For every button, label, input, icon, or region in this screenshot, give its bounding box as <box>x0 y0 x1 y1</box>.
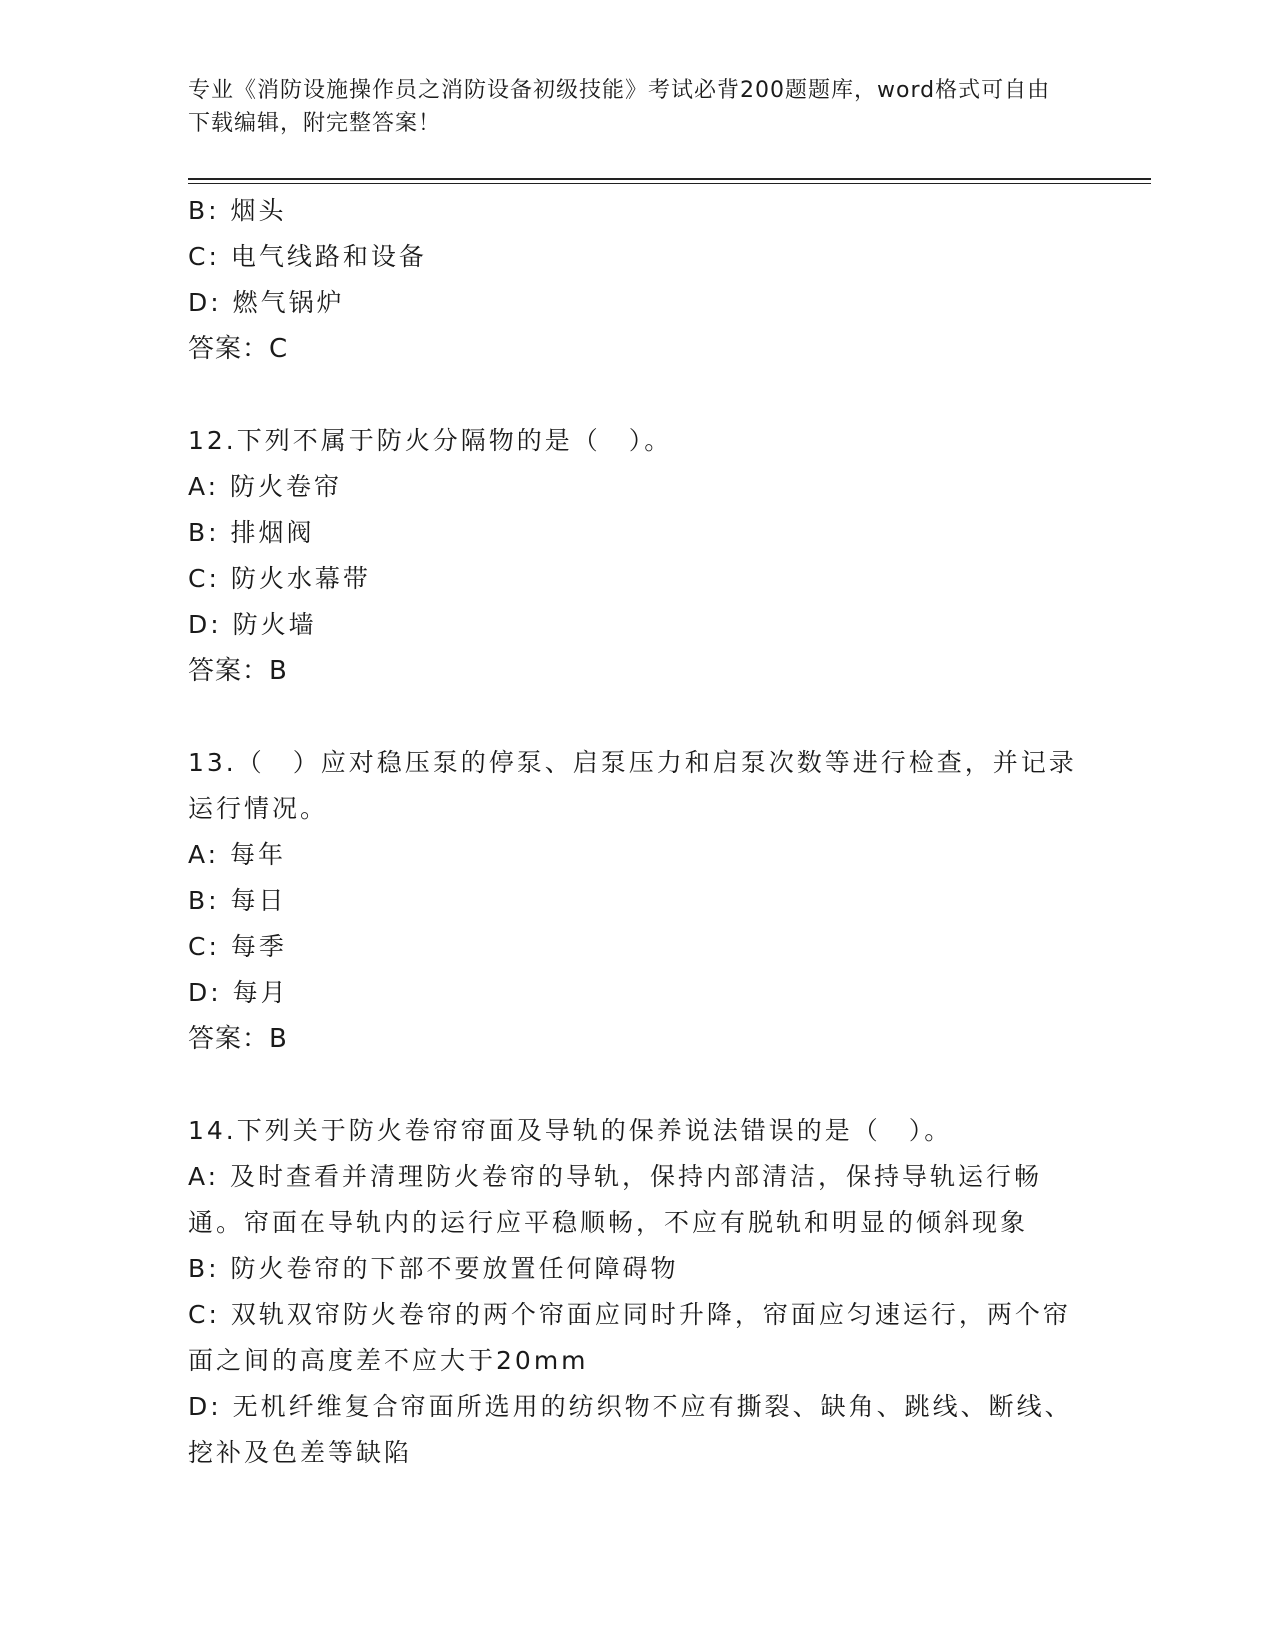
question-block-13 <box>188 740 1078 1062</box>
option-b: B: 排烟阀 <box>188 518 315 547</box>
answer-line: 答案：B <box>188 1024 288 1054</box>
option-c: C: 防火水幕带 <box>188 564 371 593</box>
option-a: A: 防火卷帘 <box>188 472 343 501</box>
option-d: D: 每月 <box>188 978 289 1007</box>
option-c: C: 电气线路和设备 <box>188 242 427 271</box>
header-divider-thin <box>188 183 1151 184</box>
option-c: C: 每季 <box>188 932 287 961</box>
question-block-12 <box>188 418 1078 694</box>
answer-line: 答案：C <box>188 334 289 364</box>
question-block-11-partial <box>188 188 1078 372</box>
document-header: 专业《消防设施操作员之消防设备初级技能》考试必背200题题库，word格式可自由下载编辑，附完整答案！ <box>188 78 1051 136</box>
question-block-14 <box>188 1108 1078 1476</box>
option-b: B: 每日 <box>188 886 287 915</box>
header-divider-thick <box>188 178 1151 180</box>
option-d: D: 无机纤维复合帘面所选用的纺织物不应有撕裂、缺角、跳线、断线、挖补及色差等缺陷 <box>188 1392 1073 1467</box>
answer-line: 答案：B <box>188 656 288 686</box>
option-a: A: 每年 <box>188 840 287 869</box>
question-stem: 12.下列不属于防火分隔物的是（ ）。 <box>188 426 673 455</box>
option-a: A: 及时查看并清理防火卷帘的导轨，保持内部清洁，保持导轨运行畅通。帘面在导轨内的运行应平稳顺畅，不应有脱轨和明显的倾斜现象 <box>188 1162 1043 1237</box>
option-c: C: 双轨双帘防火卷帘的两个帘面应同时升降，帘面应匀速运行，两个帘面之间的高度差不应大于20mm <box>188 1300 1071 1375</box>
option-b: B: 防火卷帘的下部不要放置任何障碍物 <box>188 1254 679 1283</box>
question-stem: 13.（ ）应对稳压泵的停泵、启泵压力和启泵次数等进行检查，并记录运行情况。 <box>188 748 1077 823</box>
option-d: D: 防火墙 <box>188 610 317 639</box>
question-stem: 14.下列关于防火卷帘帘面及导轨的保养说法错误的是（ ）。 <box>188 1116 953 1145</box>
question-content <box>188 188 1078 1476</box>
option-d: D: 燃气锅炉 <box>188 288 345 317</box>
option-b: B: 烟头 <box>188 196 287 225</box>
